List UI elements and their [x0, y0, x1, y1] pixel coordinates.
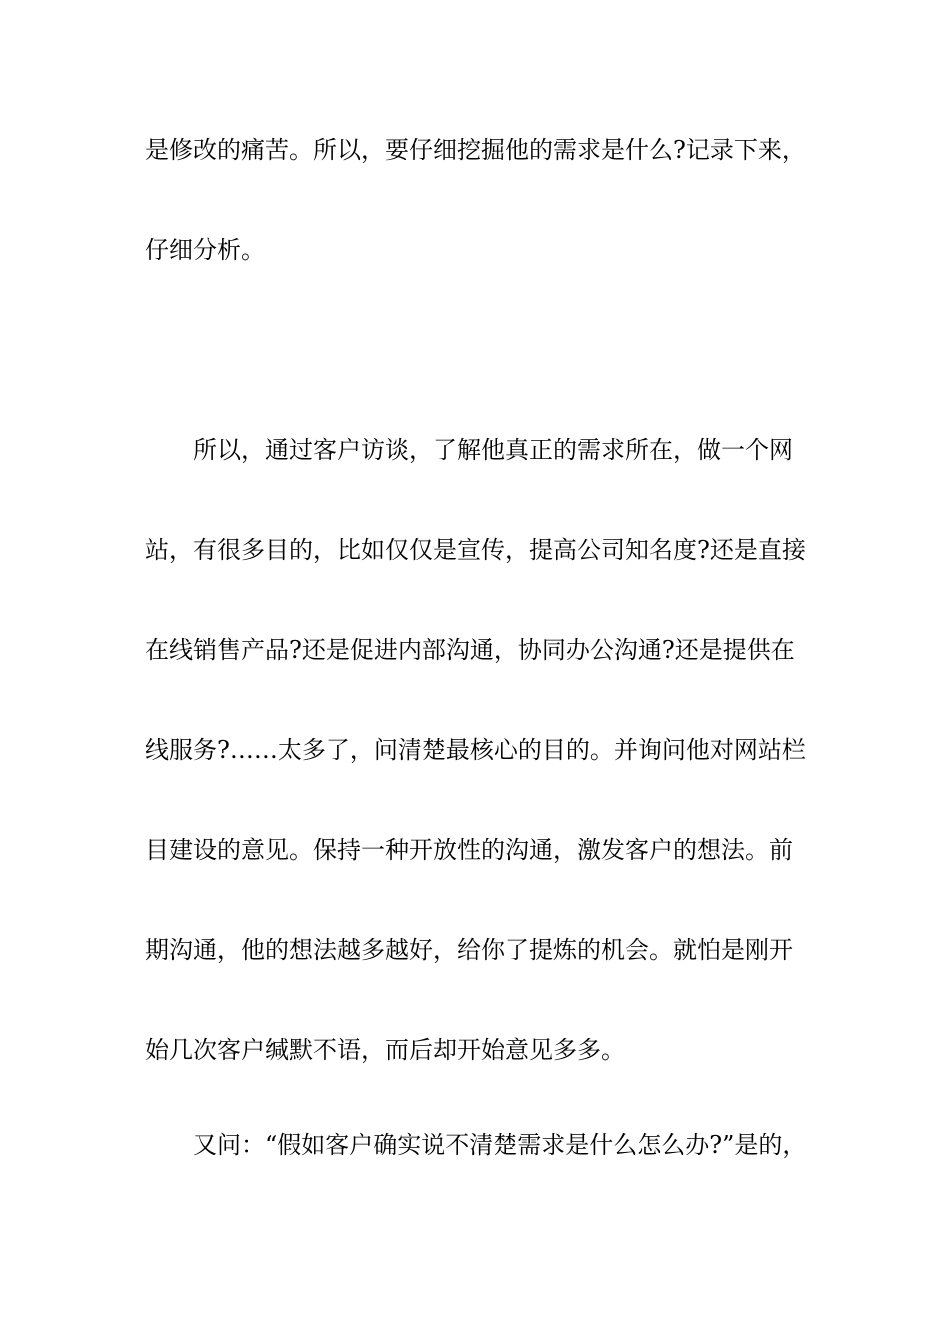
paragraph-2-line-5: 目建设的意见。保持一种开放性的沟通，激发客户的想法。前 — [145, 836, 793, 864]
paragraph-2-line-6: 期沟通，他的想法越多越好，给你了提炼的机会。就怕是刚开 — [145, 936, 793, 964]
paragraph-2-line-1: 所以，通过客户访谈，了解他真正的需求所在，做一个网 — [193, 436, 793, 464]
paragraph-1-line-2: 仔细分析。 — [145, 236, 265, 264]
paragraph-2-line-4: 线服务?……太多了，问清楚最核心的目的。并询问他对网站栏 — [145, 736, 806, 764]
paragraph-2-line-2: 站，有很多目的，比如仅仅是宣传，提高公司知名度?还是直接 — [145, 536, 806, 564]
paragraph-2-line-3: 在线销售产品?还是促进内部沟通，协同办公沟通?还是提供在 — [145, 636, 795, 664]
paragraph-3-line-1: 又问：“假如客户确实说不清楚需求是什么怎么办?”是的， — [193, 1131, 807, 1159]
paragraph-1-line-1: 是修改的痛苦。所以，要仔细挖掘他的需求是什么?记录下来， — [145, 136, 806, 164]
paragraph-2-line-7: 始几次客户缄默不语，而后却开始意见多多。 — [145, 1036, 625, 1064]
